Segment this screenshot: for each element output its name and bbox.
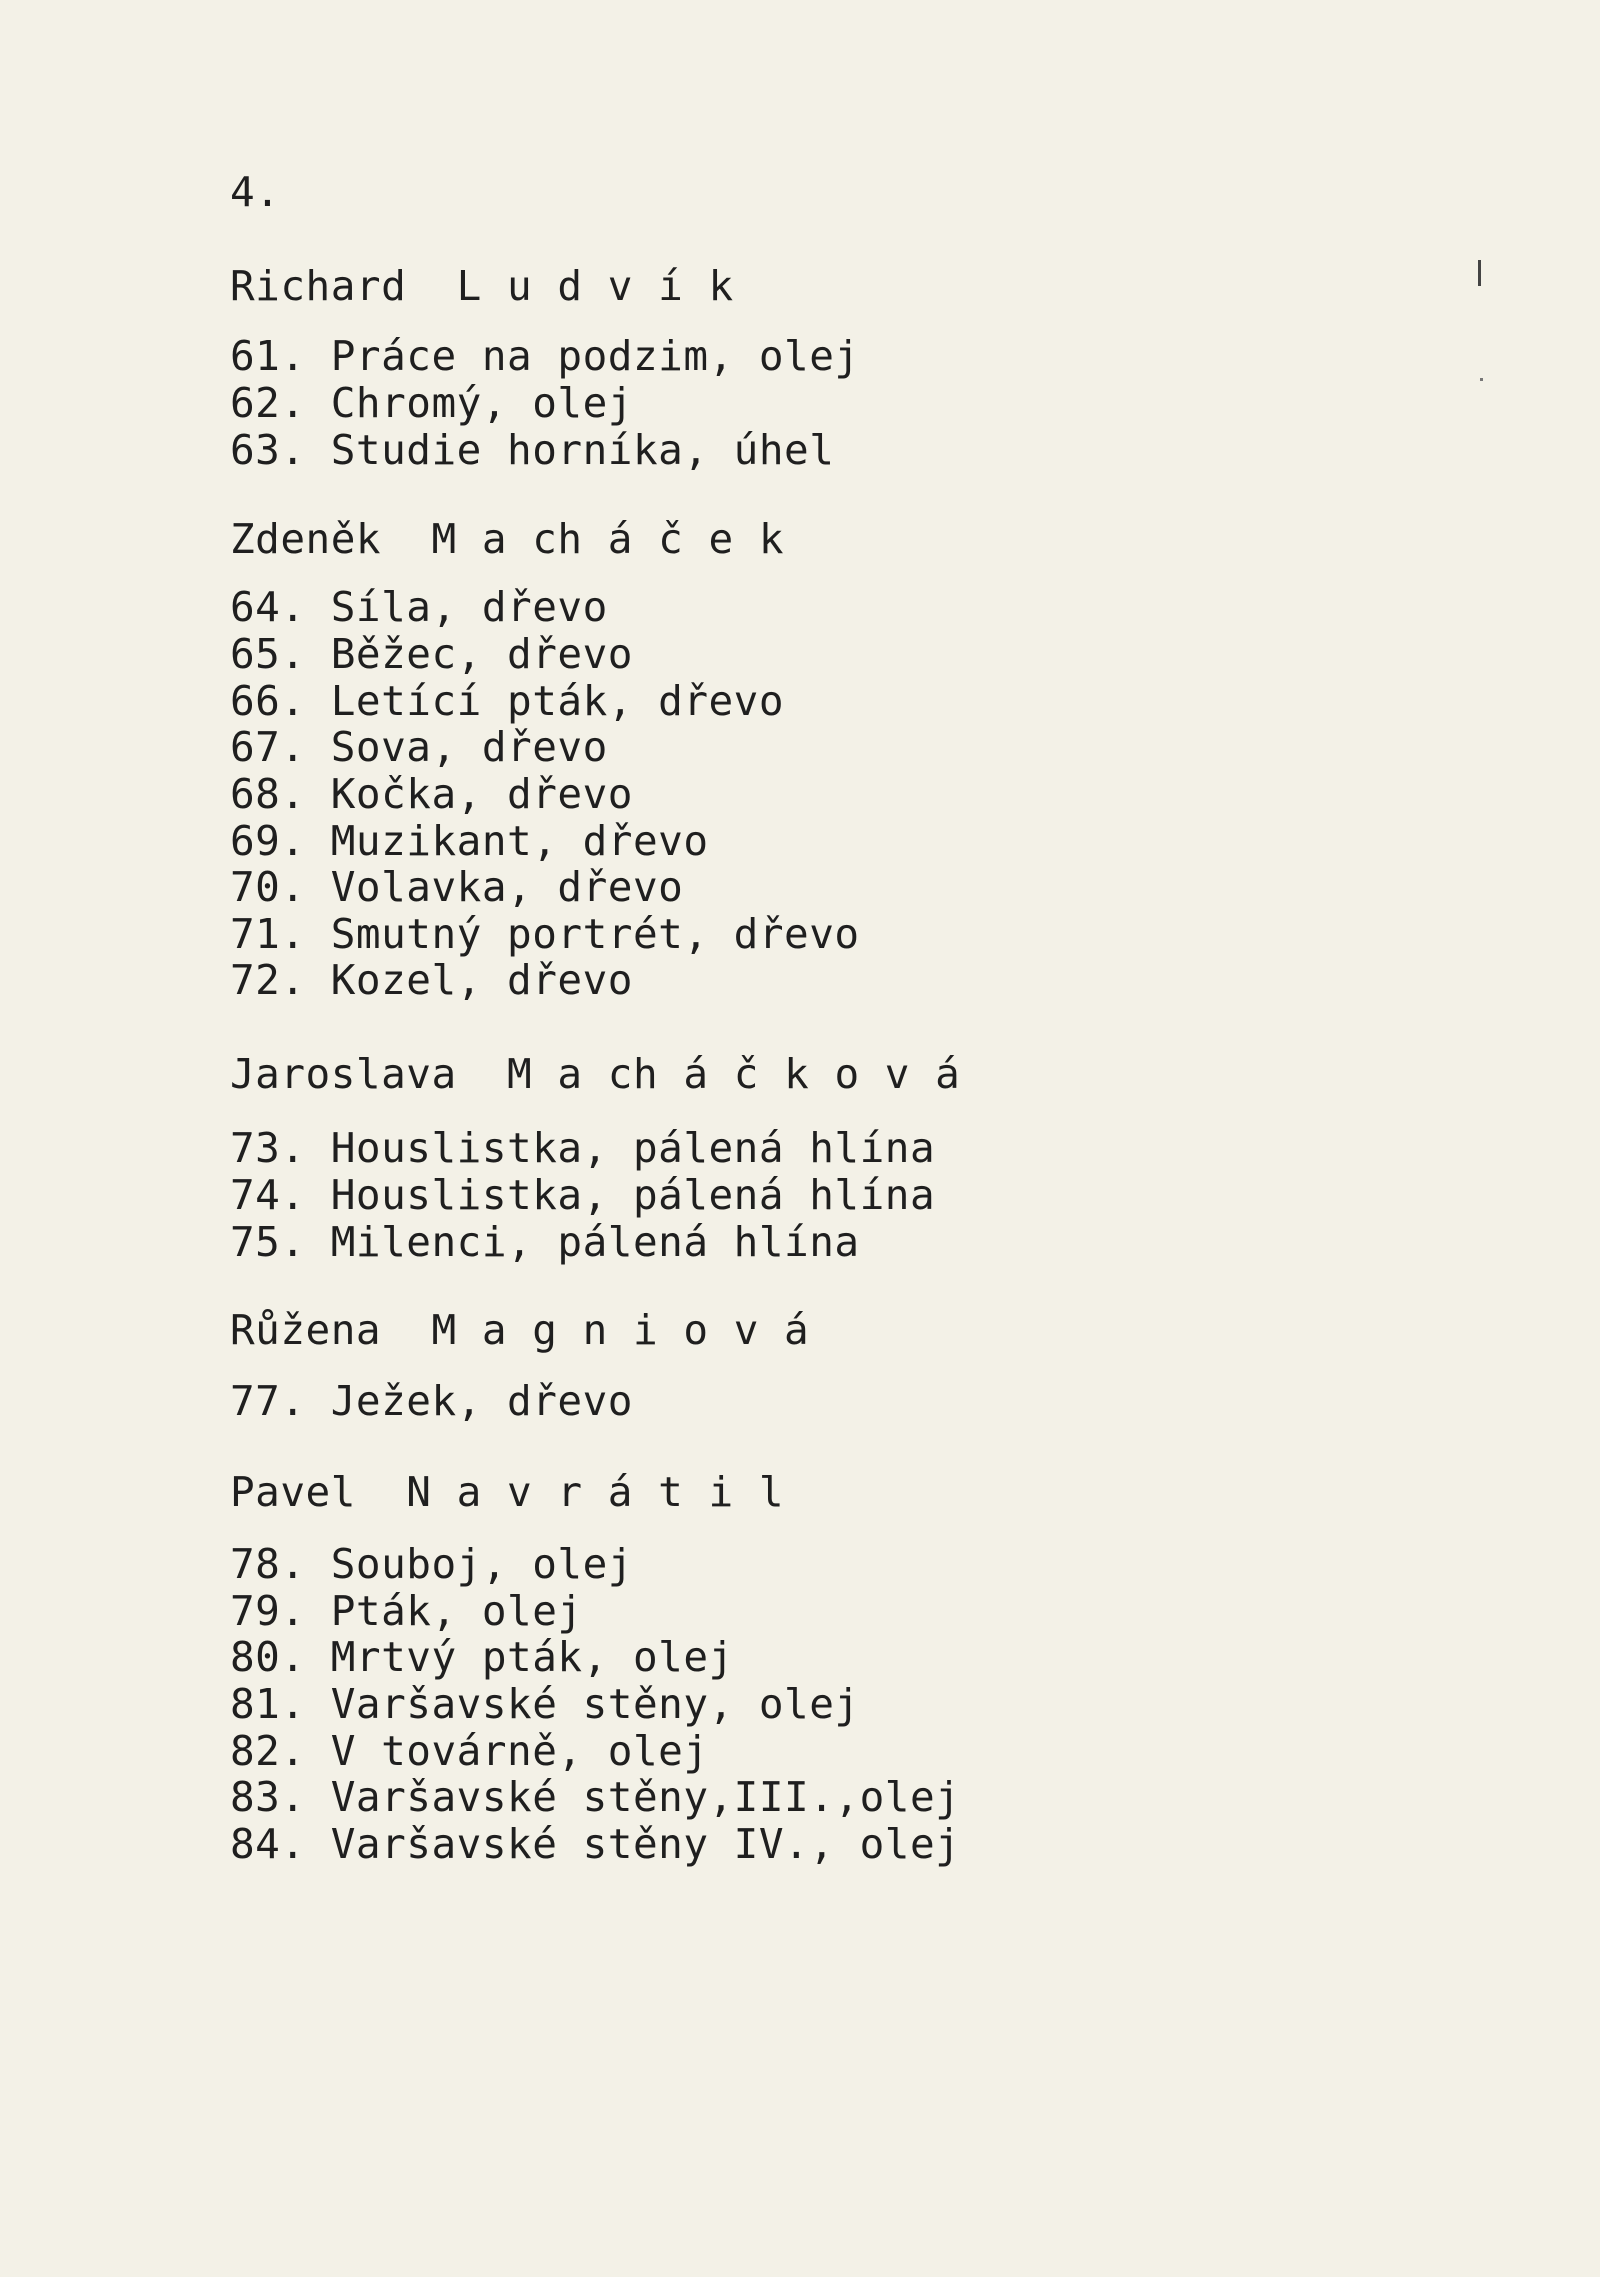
artist-heading <box>230 1468 784 1516</box>
artist-surname: L u d v í k <box>456 262 734 310</box>
list-item: 68. Kočka, dřevo <box>230 770 633 818</box>
list-item: 72. Kozel, dřevo <box>230 956 633 1004</box>
list-item: 79. Pták, olej <box>230 1587 583 1635</box>
list-item: 83. Varšavské stěny,III.,olej <box>230 1773 961 1821</box>
artist-heading <box>230 262 734 310</box>
list-item: 62. Chromý, olej <box>230 379 633 427</box>
list-item: 66. Letící pták, dřevo <box>230 677 785 725</box>
artist-first-name: Růžena <box>230 1306 382 1354</box>
list-item: 71. Smutný portrét, dřevo <box>230 910 860 958</box>
list-item: 69. Muzikant, dřevo <box>230 817 709 865</box>
typed-text-block <box>230 0 1530 1968</box>
list-item: 67. Sova, dřevo <box>230 723 608 771</box>
artist-first-name: Zdeněk <box>230 515 382 563</box>
artist-surname: M a ch á č e k <box>431 515 785 563</box>
artist-heading <box>230 1050 960 1098</box>
artist-surname: M a ch á č k o v á <box>507 1050 961 1098</box>
list-item: 80. Mrtvý pták, olej <box>230 1633 734 1681</box>
artist-heading <box>230 515 784 563</box>
list-item: 73. Houslistka, pálená hlína <box>230 1124 936 1172</box>
list-item: 78. Souboj, olej <box>230 1540 633 1588</box>
list-item: 64. Síla, dřevo <box>230 583 608 631</box>
list-item: 84. Varšavské stěny IV., olej <box>230 1820 961 1868</box>
list-item: 61. Práce na podzim, olej <box>230 332 860 380</box>
list-item: 75. Milenci, pálená hlína <box>230 1218 860 1266</box>
artist-heading <box>230 1306 809 1354</box>
artist-surname: N a v r á t i l <box>406 1468 785 1516</box>
list-item: 74. Houslistka, pálená hlína <box>230 1171 936 1219</box>
artist-first-name: Richard <box>230 262 407 310</box>
artist-first-name: Jaroslava <box>230 1050 457 1098</box>
list-item: 70. Volavka, dřevo <box>230 863 684 911</box>
list-item: 82. V továrně, olej <box>230 1727 709 1775</box>
page-number: 4. <box>230 168 281 216</box>
list-item: 63. Studie horníka, úhel <box>230 426 835 474</box>
list-item: 65. Běžec, dřevo <box>230 630 633 678</box>
artist-first-name: Pavel <box>230 1468 356 1516</box>
list-item: 77. Ježek, dřevo <box>230 1377 633 1425</box>
list-item: 81. Varšavské stěny, olej <box>230 1680 860 1728</box>
artist-surname: M a g n i o v á <box>431 1306 810 1354</box>
